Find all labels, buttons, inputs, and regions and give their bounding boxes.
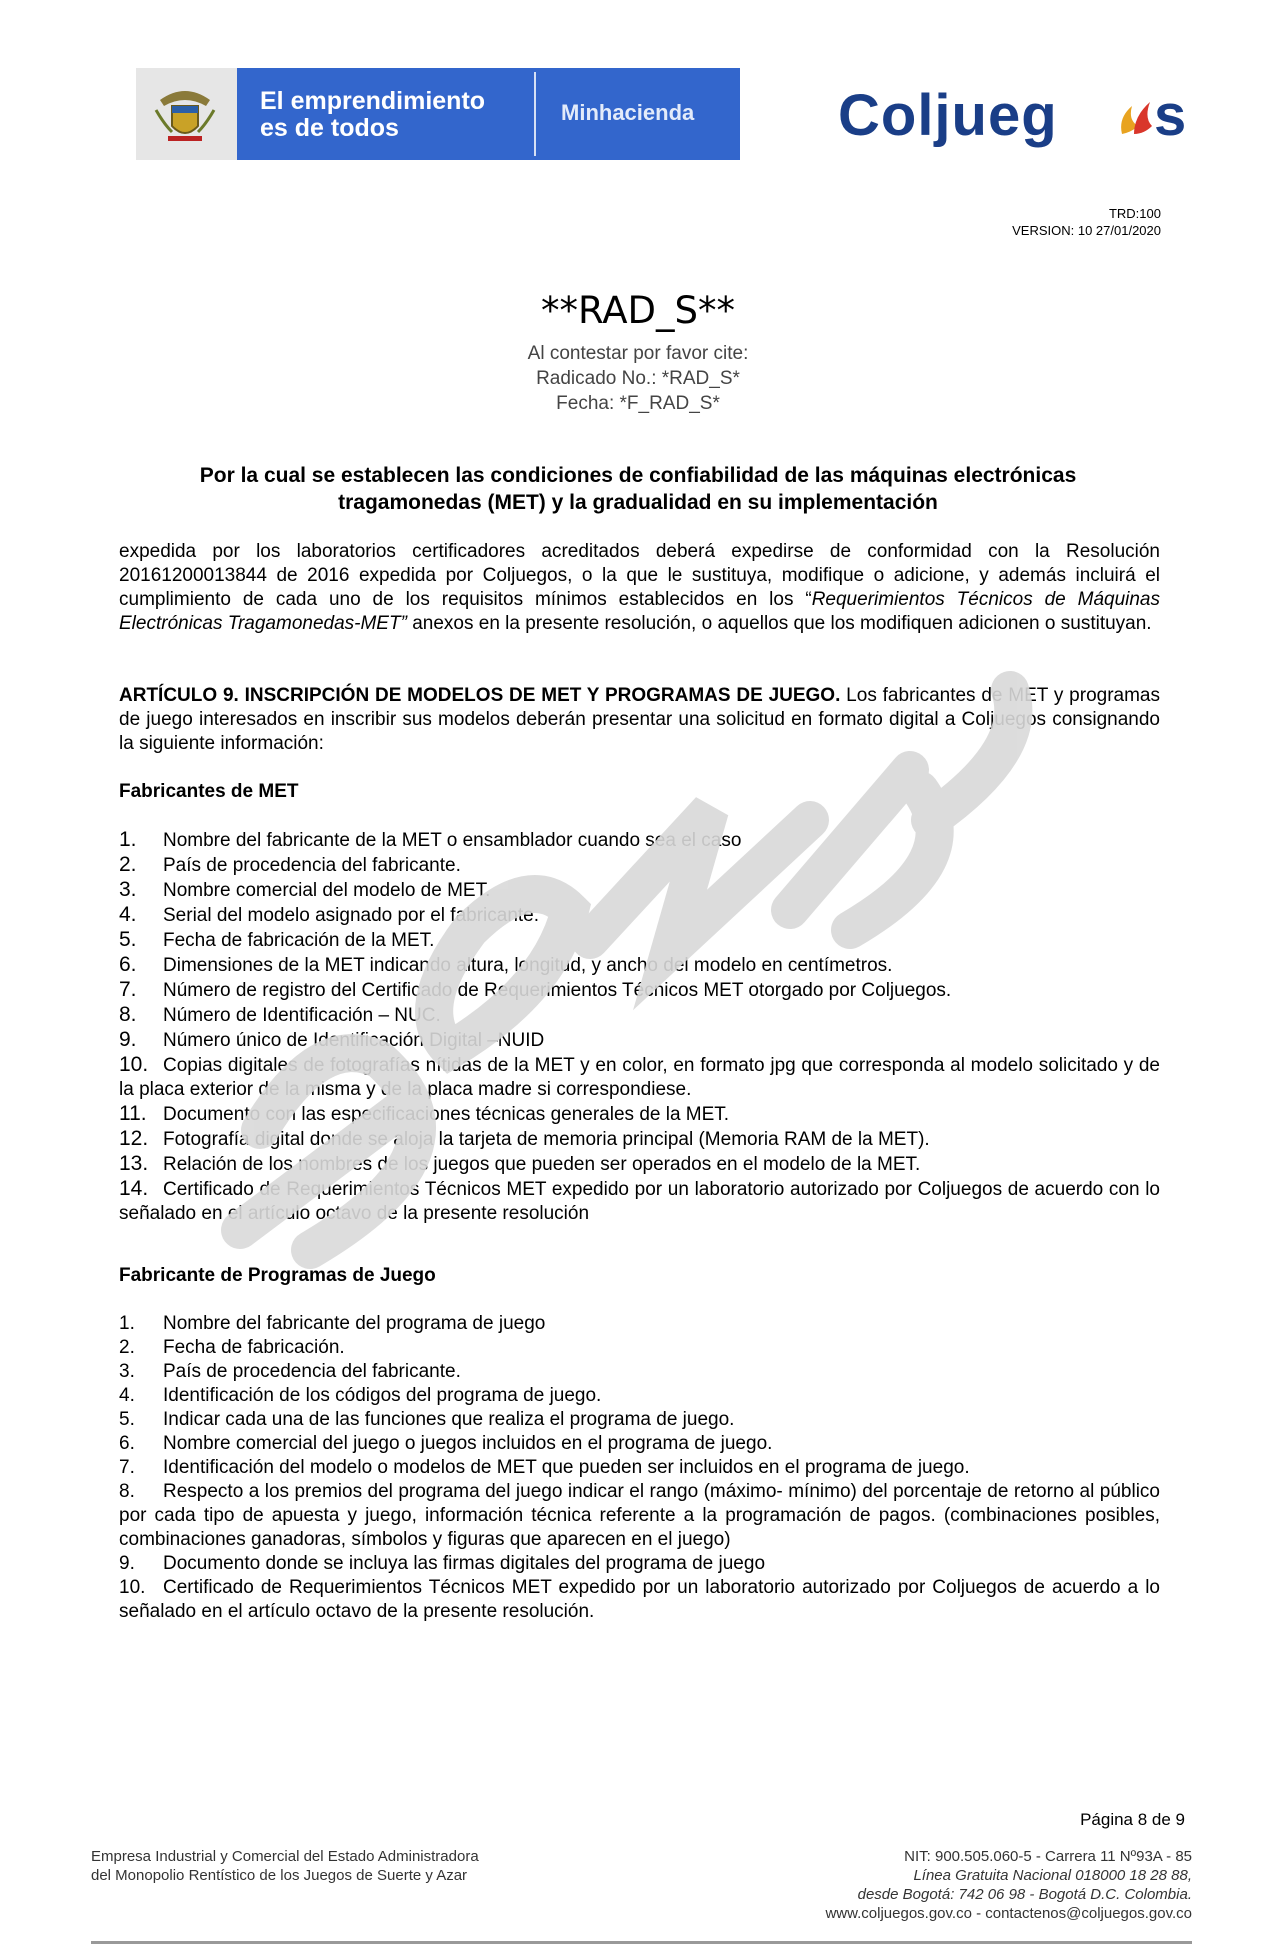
banner-slogan: El emprendimiento es de todos	[260, 87, 486, 142]
list-item-number: 2.	[119, 853, 137, 876]
list-item-text: Fecha de fabricación.	[163, 1337, 345, 1358]
list-item-text: Relación de los nombres de los juegos que pueden ser operados en el modelo de la MET.	[163, 1154, 921, 1175]
radicado-code: **RAD_S**	[541, 289, 735, 332]
list-item-text: Nombre comercial del modelo de MET.	[163, 880, 491, 901]
list-item-text: Dimensiones de la MET indicando altura, longitud, y ancho del modelo en centímetros.	[163, 955, 893, 976]
document-title: Por la cual se establecen las condiciones de confiabilidad de las máquinas electrónicas tragamonedas (MET) y la gradualidad en su implementación	[199, 464, 1077, 514]
flame-icon	[1116, 96, 1156, 138]
list-item	[119, 978, 1160, 1003]
list-item-number: 14.	[119, 1177, 149, 1200]
list-item-text: Fecha de fabricación de la MET.	[163, 930, 435, 951]
footer-divider	[91, 1941, 1192, 1944]
list-item	[119, 1312, 1160, 1336]
list-item-number: 6.	[119, 953, 137, 976]
radicado-cite: Al contestar por favor cite: Radicado No.: *RAD_S* Fecha: *F_RAD_S*	[527, 343, 749, 414]
list-item-number: 11.	[119, 1102, 147, 1125]
list-item-number: 8.	[119, 1481, 135, 1502]
list-item-number: 8.	[119, 1003, 137, 1026]
list-item-number: 9.	[119, 1553, 135, 1574]
article-heading: ARTÍCULO 9. INSCRIPCIÓN DE MODELOS DE MET Y PROGRAMAS DE JUEGO.	[119, 685, 841, 706]
list-item	[119, 828, 1160, 853]
page-number: Página 8 de 9	[1080, 1810, 1185, 1829]
article-9-paragraph: ARTÍCULO 9. INSCRIPCIÓN DE MODELOS DE MET Y PROGRAMAS DE JUEGO. Los fabricantes de MET y programas de juego interesados en inscribir sus modelos deberán presentar una solicitud en formato digital a Coljuegos consignando la siguiente información:	[119, 685, 1160, 754]
list-item	[119, 878, 1160, 903]
list-item	[119, 928, 1160, 953]
list-item-number: 7.	[119, 978, 137, 1001]
intro-paragraph: expedida por los laboratorios certificadores acreditados deberá expedirse de conformidad con la Resolución 20161200013844 de 2016 expedida por Coljuegos, o la que le sustituya, modifique o adicione, y además incluirá el cumplimiento de cada uno de los requisitos mínimos establecidos en los “Requerimientos Técnicos de Máquinas Electrónicas Tragamonedas-MET” anexos en la presente resolución, o aquellos que los modifiquen adicionen o sustituyan.	[119, 541, 1160, 634]
list-item	[119, 1552, 1160, 1576]
banner-ministry: Minhacienda	[561, 100, 695, 125]
list-item-text: Nombre comercial del juego o juegos incluidos en el programa de juego.	[163, 1433, 773, 1454]
footer-entity: Empresa Industrial y Comercial del Estado Administradora del Monopolio Rentístico de los Juegos de Suerte y Azar	[91, 1848, 479, 1884]
list-item-text: Indicar cada una de las funciones que realiza el programa de juego.	[163, 1409, 735, 1430]
footer-web-email[interactable]: www.coljuegos.gov.co - contactenos@coljuegos.gov.co	[825, 1905, 1192, 1922]
list-item	[119, 1336, 1160, 1360]
list-item-text: Número de registro del Certificado de Requerimientos Técnicos MET otorgado por Coljuegos.	[163, 980, 952, 1001]
coat-of-arms-icon	[150, 80, 220, 148]
list-item-text: Identificación de los códigos del programa de juego.	[163, 1385, 602, 1406]
list-item	[119, 1127, 1160, 1152]
list-item-number: 13.	[119, 1152, 149, 1175]
list-item-number: 1.	[119, 828, 137, 851]
list-item	[119, 1360, 1160, 1384]
list-item-number: 1.	[119, 1313, 135, 1334]
document-meta	[1012, 205, 1161, 239]
section-heading-met: Fabricantes de MET	[119, 781, 299, 802]
trd-code: TRD:100	[1108, 206, 1161, 221]
list-item-text: País de procedencia del fabricante.	[163, 855, 461, 876]
list-item	[119, 1028, 1160, 1053]
list-item-number: 10.	[119, 1053, 149, 1076]
coljuegos-logo-text: Coljueg	[838, 83, 1058, 148]
list-item-text: Certificado de Requerimientos Técnicos MET expedido por un laboratorio autorizado por Coljuegos de acuerdo con lo señalado en el artículo octavo de la presente resolución	[119, 1179, 1160, 1224]
list-item-number: 7.	[119, 1457, 135, 1478]
list-item-number: 4.	[119, 1385, 135, 1406]
list-item	[119, 1408, 1160, 1432]
list-item	[119, 1432, 1160, 1456]
list-item	[119, 1102, 1160, 1127]
list-item-number: 10.	[119, 1577, 146, 1598]
list-item-number: 4.	[119, 903, 137, 926]
coljuegos-logo-suffix: s	[1154, 83, 1187, 148]
list-item-text: Copias digitales de fotografías nítidas de la MET y en color, en formato jpg que corresponda al modelo solicitado y de la placa exterior de la misma y de la placa madre si correspondiese.	[119, 1055, 1160, 1100]
list-item	[119, 953, 1160, 978]
list-item	[119, 903, 1160, 928]
list-item	[119, 1177, 1160, 1226]
list-item-text: Documento donde se incluya las firmas digitales del programa de juego	[163, 1553, 766, 1574]
list-item	[119, 853, 1160, 878]
list-item-number: 3.	[119, 878, 137, 901]
list-item-number: 9.	[119, 1028, 137, 1051]
list-item-text: Documento con las especificaciones técnicas generales de la MET.	[163, 1104, 730, 1125]
list-item	[119, 1576, 1160, 1624]
list-item-number: 5.	[119, 928, 137, 951]
list-item-text: Número único de Identificación Digital –NUID	[163, 1030, 545, 1051]
list-item-number: 12.	[119, 1127, 149, 1150]
list-item-text: País de procedencia del fabricante.	[163, 1361, 461, 1382]
list-item-text: Respecto a los premios del programa del juego indicar el rango (máximo- mínimo) del porcentaje de retorno al público por cada tipo de apuesta y juego, información técnica referente a la programación de pagos. (combinaciones posibles, combinaciones ganadoras, símbolos y figuras que aparecen en el juego)	[119, 1481, 1160, 1550]
games-requirements-list	[119, 1312, 1160, 1624]
list-item-text: Número de Identificación – NUC.	[163, 1005, 441, 1026]
footer-contact: NIT: 900.505.060-5 - Carrera 11 Nº93A - 85 Línea Gratuita Nacional 018000 18 28 88, desde Bogotá: 742 06 98 - Bogotá D.C. Colombia. www.coljuegos.gov.co - contactenos@coljuegos.gov.co	[825, 1848, 1192, 1922]
list-item-number: 6.	[119, 1433, 135, 1454]
list-item-text: Nombre del fabricante del programa de juego	[163, 1313, 546, 1334]
list-item	[119, 1152, 1160, 1177]
version-date: VERSION: 10 27/01/2020	[1012, 223, 1161, 238]
banner-divider	[534, 72, 536, 156]
list-item-text: Nombre del fabricante de la MET o ensamblador cuando sea el caso	[163, 830, 742, 851]
list-item-number: 2.	[119, 1337, 135, 1358]
list-item	[119, 1003, 1160, 1028]
list-item	[119, 1384, 1160, 1408]
list-item	[119, 1456, 1160, 1480]
section-heading-games: Fabricante de Programas de Juego	[119, 1265, 436, 1286]
list-item	[119, 1053, 1160, 1102]
list-item-text: Identificación del modelo o modelos de MET que pueden ser incluidos en el programa de juego.	[163, 1457, 970, 1478]
list-item-text: Certificado de Requerimientos Técnicos MET expedido por un laboratorio autorizado por Coljuegos de acuerdo a lo señalado en el artículo octavo de la presente resolución.	[119, 1577, 1160, 1622]
list-item	[119, 1480, 1160, 1552]
list-item-text: Fotografía digital donde se aloja la tarjeta de memoria principal (Memoria RAM de la MET).	[163, 1129, 930, 1150]
list-item-text: Serial del modelo asignado por el fabricante.	[163, 905, 540, 926]
met-requirements-list	[119, 828, 1160, 1226]
list-item-number: 5.	[119, 1409, 135, 1430]
list-item-number: 3.	[119, 1361, 135, 1382]
